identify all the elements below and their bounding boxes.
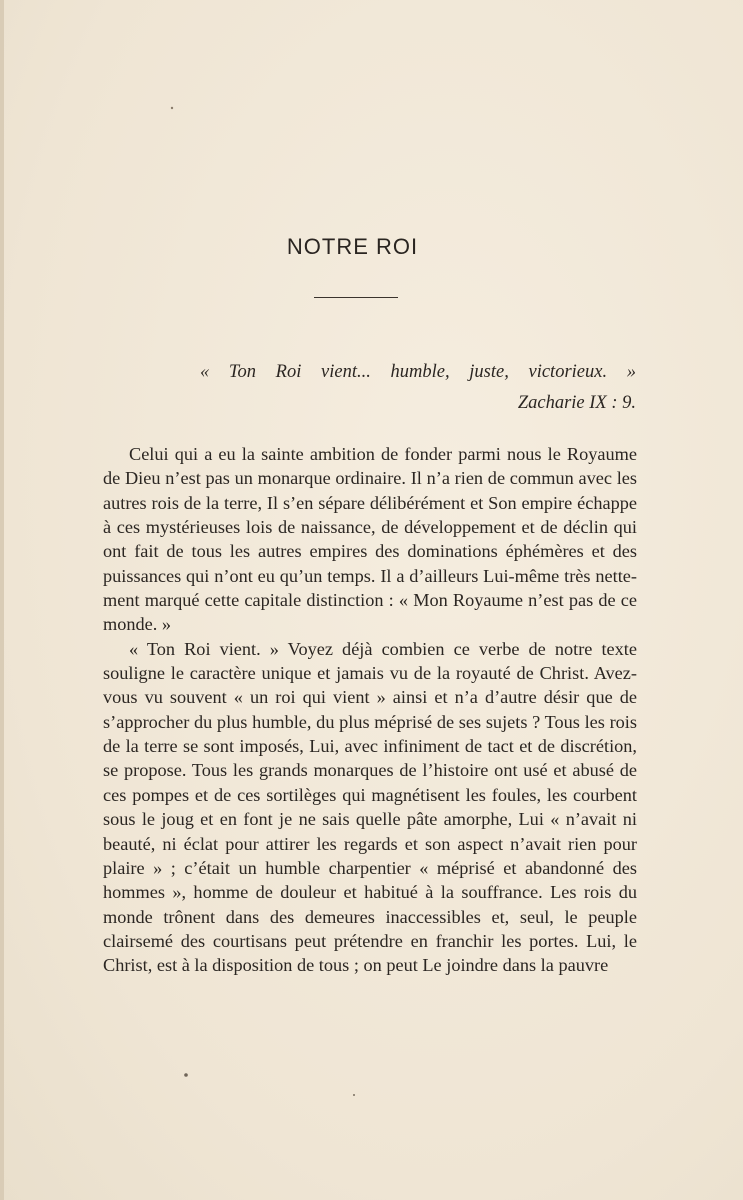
epigraph-reference: Zacharie IX : 9. (517, 393, 636, 413)
paragraph-1: Celui qui a eu la sainte ambition de fonder parmi nous le Royaume de Dieu n’est pas un monarque ordinaire. Il n’a rien de commun avec les autres rois de la terre, Il s’en sépare délibérément et Son empire échappe à ces mystérieuses lois de naissance, de développement et de déclin qui ont fait de tous les autres empires des dominations éphémères et des puissances qui n’ont eu qu’un temps. Il a d’ailleurs Lui-même très nettement marqué cette capitale distinction : « Mon Royaume n’est pas de ce monde. » (103, 444, 637, 635)
paragraph-2: « Ton Roi vient. » Voyez déjà combien ce verbe de notre texte souligne le caractère unique et jamais vu de la royauté de Christ. Avez-vous vu souvent « un roi qui vient » ainsi et n’a d’autre désir que de s’approcher du plus humble, du plus méprisé de ses sujets ? Tous les rois de la terre se sont imposés, Lui, avec infiniment de tact et de discrétion, se propose. Tous les grands monarques de l’histoire ont usé et abusé de ces pompes et de ces sortilèges qui magnétisent les foules, les courbent sous le joug et en font je ne sais quelle pâte amorphe, Lui « n’avait ni beauté, ni éclat pour attirer les regards et son aspect n’avait rien pour plaire » ; c’était un humble charpentier « méprisé et abandonné des hommes », homme de douleur et habitué à la souffrance. Les rois du monde trônent dans des demeures inaccessibles et, seul, le peuple clairsemé des courtisans peut prétendre en franchir les portes. Lui, le Christ, est à la disposition de tous ; on peut Le joindre dans la pauvre (103, 638, 637, 976)
chapter-title: NOTRE ROI (286, 234, 419, 259)
epigraph-quote: « Ton Roi vient... humble, juste, victorieux. » (200, 362, 636, 382)
